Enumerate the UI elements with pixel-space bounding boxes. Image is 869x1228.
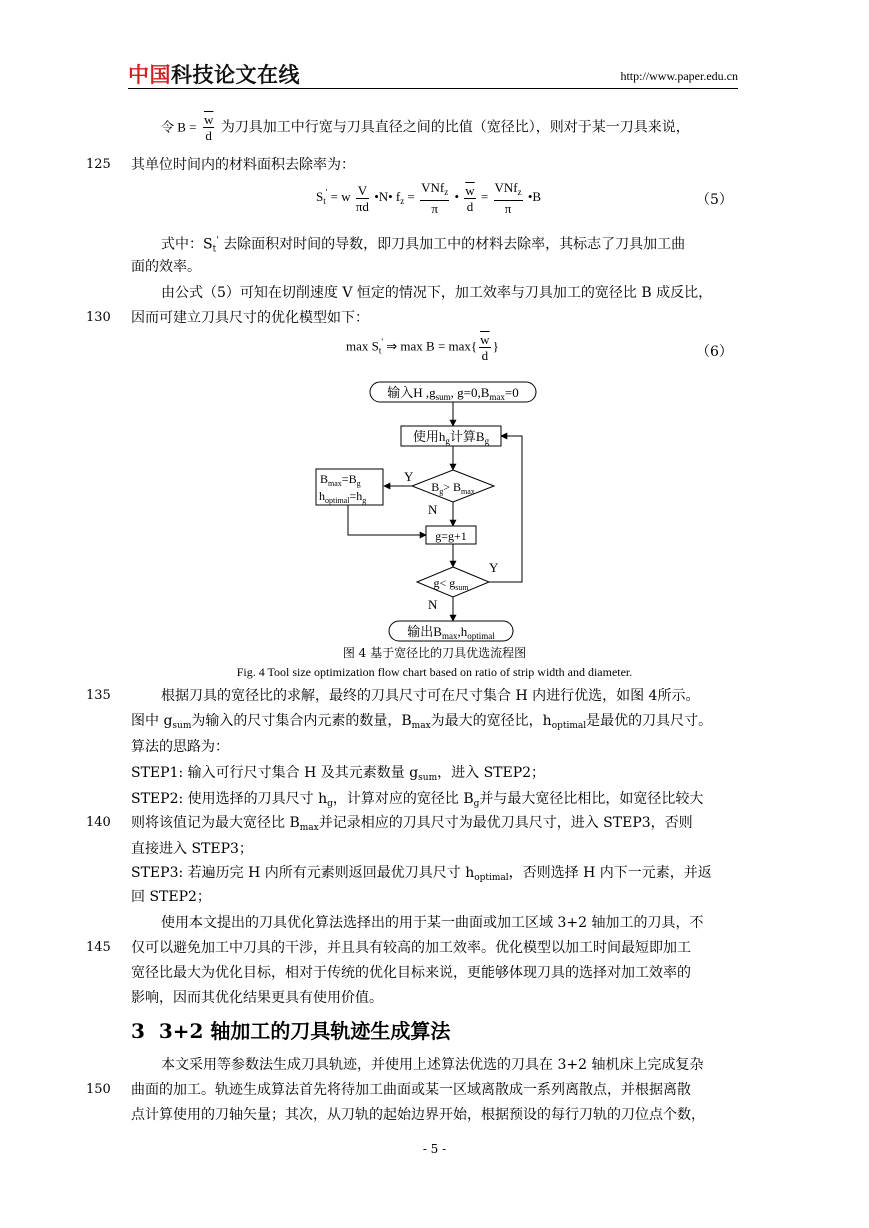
flow-update-line2: $h_{optimal}=h_g$ [319,489,367,505]
para5-line4: 影响，因而其优化结果更具有使用价值。 [131,990,383,1006]
para1-line1: 令 B = $\frac{\overline{w}}{d}$ 为刀具加工中行宽与刀具直径之间的比值（宽径比），则对于某一刀具来说， [161,112,690,143]
equation-5: $S_t' = w$ $\frac{V}{\pi d}$ •N• $f_z$ = $\frac{VNf_z}{\pi}$ • $\frac{\overline{w}}{d}$ = $\frac{VNf_z}{\pi}$ •B [316,180,542,216]
para6-line2: 曲面的加工。轨迹生成算法首先将待加工曲面或某一区域离散成一系列离散点，并根据离散 [131,1082,691,1098]
fraction-w-over-d: $\frac{\overline{w}}{d}$ [203,112,214,143]
journal-logo: 中国科技论文在线 [128,63,300,87]
para5-line2: 仅可以避免加工中刀具的干涉，并且具有较高的加工效率。优化模型以加工时间最短即加工 [131,940,691,956]
flow-decision2-label: $g< g_{sum}$ [433,576,469,592]
flow-no1-label: N [428,502,438,517]
figure-caption-en: Fig. 4 Tool size optimization flow chart based on ratio of strip width and diameter. [236,665,633,679]
flow-decision1-label: $B_g> B_{max}$ [431,480,475,496]
flow-no2-label: N [428,597,438,612]
para5-line1: 使用本文提出的刀具优化算法选择出的用于某一曲面或加工区域 3+2 轴加工的刀具，不 [161,915,704,931]
para6-line3: 点计算使用的刀轴矢量；其次，从刀轨的起始边界开始，根据预设的每行刀轨的刀位点个数， [131,1107,705,1123]
flow-increment-label: g=g+1 [435,529,467,543]
para4-line2: 图中 $g_{sum}$为输入的尺寸集合内元素的数量，$B_{max}$为最大的宽径比，$h_{optimal}$是最优的刀具尺寸。 [131,713,713,731]
equation-6-number: （6） [696,344,733,360]
line-number-145: 145 [86,940,111,955]
para4-line3: 算法的思路为： [131,739,229,755]
flow-end-label: 输出$B_{max},h_{optimal}$ [407,624,495,641]
step2-line2: 则将该值记为最大宽径比 $B_{max}$并记录相应的刀具尺寸为最优刀具尺寸，进入 STEP3，否则 [131,815,693,833]
flow-yes1-label: Y [404,469,414,484]
flow-start-label: 输入H $,g_{sum}$, $g=0,B_{max}=0$ [387,385,519,402]
flow-calc-label: 使用$h_g$计算$B_g$ [412,429,490,446]
line-number-125: 125 [86,157,111,172]
para6-line1: 本文采用等参数法生成刀具轨迹，并使用上述算法优选的刀具在 3+2 轴机床上完成复杂 [161,1057,704,1073]
section-heading: 3 3+2 轴加工的刀具轨迹生成算法 [131,1019,451,1043]
para3-line2: 因而可建立刀具尺寸的优化模型如下： [131,310,369,326]
equation-6: $\max S_t'$ ⇒ max B = max{ $\frac{\overline{w}}{d}$ } [346,332,499,363]
line-number-150: 150 [86,1082,111,1097]
equation-5-number: （5） [696,192,733,208]
step3-line2: 回 STEP2； [131,889,211,905]
para4-line1: 根据刀具的宽径比的求解，最终的刀具尺寸可在尺寸集合 H 内进行优选，如图 4所示。 [161,688,700,704]
para3-line1: 由公式（5）可知在切削速度 V 恒定的情况下，加工效率与刀具加工的宽径比 B 成反比， [161,285,713,301]
page-number: - 5 - [422,1142,447,1156]
para5-line3: 宽径比最大为优化目标，相对于传统的优化目标来说，更能够体现刀具的选择对加工效率的 [131,965,691,981]
flow-yes2-label: Y [489,560,499,575]
header-url[interactable]: http://www.paper.edu.cn [620,69,738,83]
step1-line: STEP1: 输入可行尺寸集合 H 及其元素数量 $g_{sum}$，进入 STEP2； [131,765,546,783]
step2-line3: 直接进入 STEP3； [131,841,253,857]
line-number-135: 135 [86,688,111,703]
figure-caption-cn: 图 4 基于宽径比的刀具优选流程图 [342,646,527,660]
para2-line2: 面的效率。 [131,259,201,275]
line-number-130: 130 [86,310,111,325]
step2-line1: STEP2: 使用选择的刀具尺寸 $h_g$，计算对应的宽径比 $B_g$并与最大宽径比相比，如宽径比较大 [131,791,704,809]
para1-line2: 其单位时间内的材料面积去除率为： [131,157,355,173]
flow-update-line1: $B_{max}=B_g$ [320,472,361,488]
line-number-140: 140 [86,815,111,830]
para2-line1: 式中：$S_t'$ 去除面积对时间的导数，即刀具加工中的材料去除率，其标志了刀具加工曲 [161,236,686,255]
step3-line1: STEP3: 若遍历完 H 内所有元素则返回最优刀具尺寸 $h_{optimal}$，否则选择 H 内下一元素，并返 [131,865,712,883]
